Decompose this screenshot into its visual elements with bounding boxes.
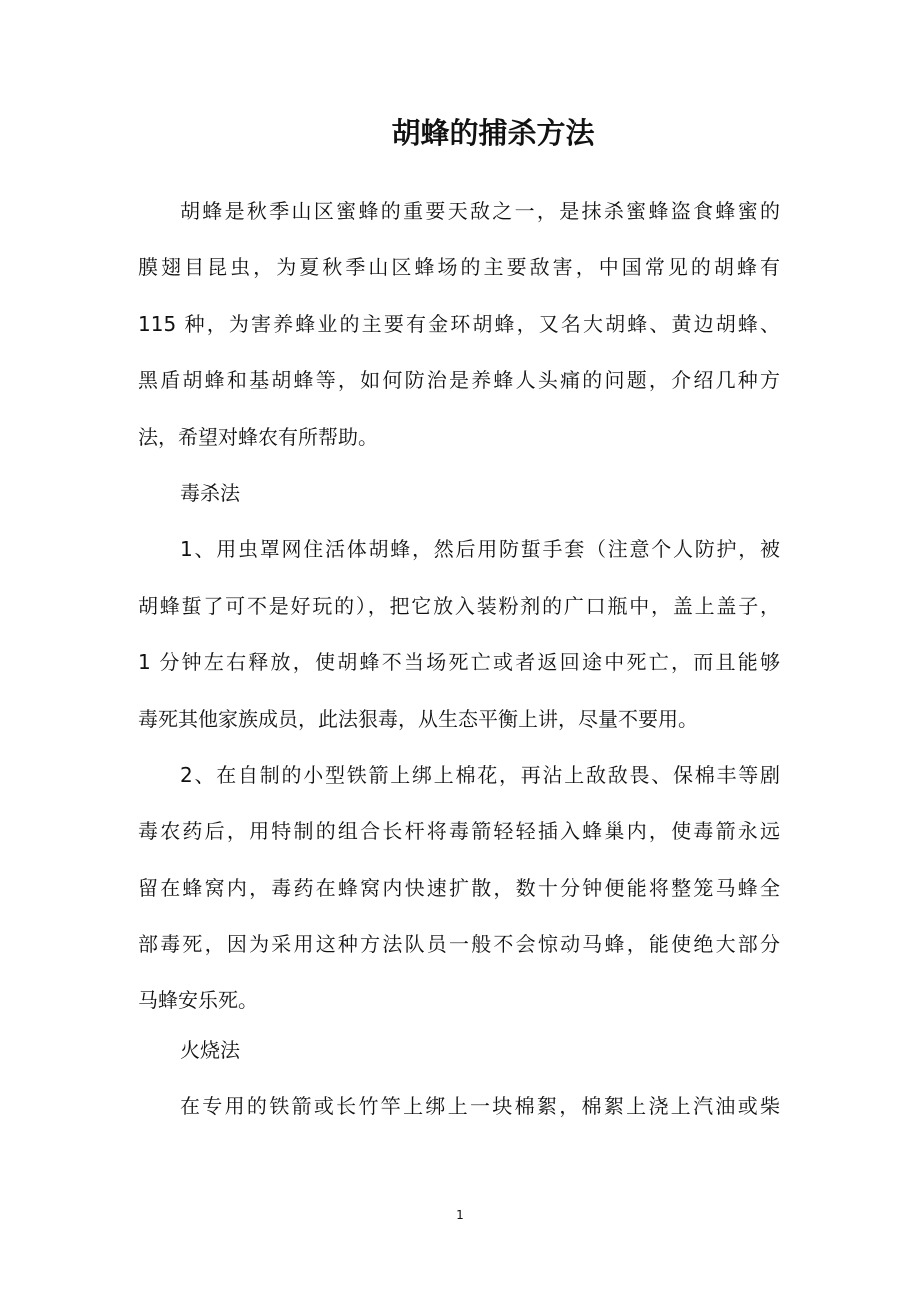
document-title: 胡蜂的捕杀方法 (391, 116, 595, 150)
text-line: 2、在自制的小型铁箭上绑上棉花，再沾上敌敌畏、保棉丰等剧 (180, 762, 780, 787)
page-number: 1 (456, 1208, 464, 1222)
text-line: 膜翅目昆虫，为夏秋季山区蜂场的主要敌害，中国常见的胡蜂有 (138, 255, 780, 280)
text-line: 黑盾胡蜂和基胡蜂等，如何防治是养蜂人头痛的问题，介绍几种方 (138, 368, 780, 393)
text-line: 留在蜂窝内，毒药在蜂窝内快速扩散，数十分钟便能将整笼马蜂全 (138, 875, 780, 900)
text-line: 部毒死，因为采用这种方法队员一般不会惊动马蜂，能使绝大部分 (138, 932, 780, 957)
body-text-block-1 (138, 183, 780, 1029)
text-line: 1、用虫罩网住活体胡蜂，然后用防蜇手套（注意个人防护，被 (180, 537, 780, 562)
text-line: 在专用的铁箭或长竹竿上绑上一块棉絮，棉絮上浇上汽油或柴 (180, 1094, 780, 1119)
text-line: 毒死其他家族成员，此法狠毒，从生态平衡上讲，尽量不要用。 (138, 706, 698, 731)
text-line: 115 种，为害养蜂业的主要有金环胡蜂，又名大胡蜂、黄边胡蜂、 (138, 311, 780, 336)
body-text-block-2 (138, 1022, 780, 1135)
text-line: 毒杀法 (180, 480, 240, 505)
text-line: 火烧法 (180, 1038, 240, 1062)
text-line: 马蜂安乐死。 (138, 988, 258, 1013)
text-line: 1 分钟左右释放，使胡蜂不当场死亡或者返回途中死亡，而且能够 (138, 650, 780, 675)
text-line: 法，希望对蜂农有所帮助。 (138, 424, 378, 449)
text-line: 胡蜂是秋季山区蜜蜂的重要天敌之一，是抹杀蜜蜂盗食蜂蜜的 (180, 199, 780, 223)
text-line: 毒农药后，用特制的组合长杆将毒箭轻轻插入蜂巢内，使毒箭永远 (138, 819, 780, 844)
text-line: 胡蜂蜇了可不是好玩的），把它放入装粉剂的广口瓶中，盖上盖子， (138, 593, 780, 618)
